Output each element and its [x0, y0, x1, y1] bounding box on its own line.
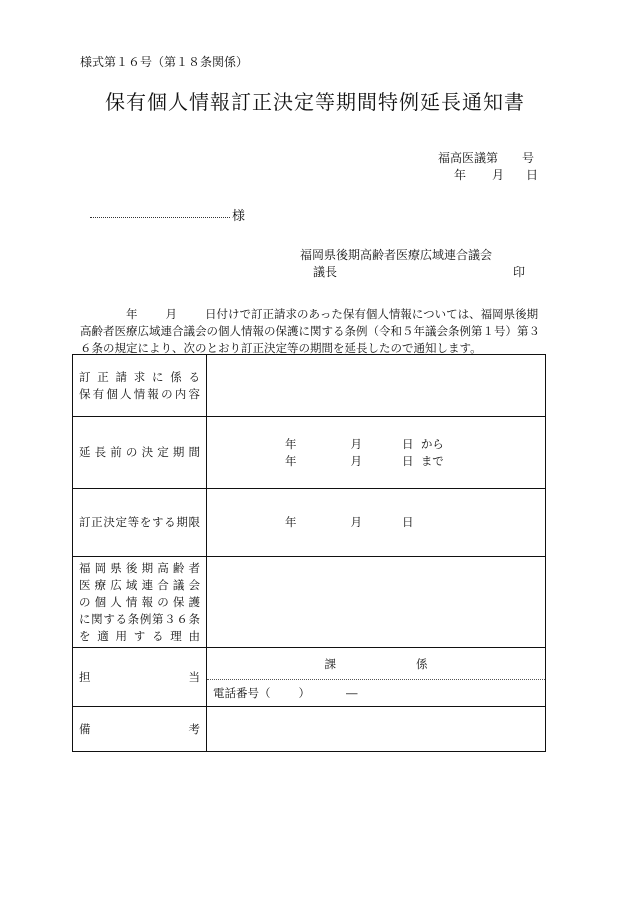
label-line: に関する条例第３６条: [79, 611, 200, 626]
period-to-line: [207, 453, 545, 470]
issue-date: [454, 166, 538, 183]
body-line-2: 高齢者医療広域連合議会の個人情報の保護に関する条例（令和５年議会条例第１号）第３: [80, 324, 540, 338]
label-line: 保有個人情報の内容: [79, 386, 200, 401]
table-row-deadline: [73, 489, 546, 557]
deadline-month-label: 月: [350, 515, 362, 529]
from-year-label: 年: [285, 436, 297, 451]
remarks-label-char-2: 考: [188, 721, 200, 736]
document-reference-number: [438, 149, 534, 166]
value-original-period: [207, 417, 546, 489]
contact-department: [207, 648, 545, 680]
table-row-reason: [73, 557, 546, 648]
document-title: 保有個人情報訂正決定等期間特例延長通知書: [105, 90, 525, 114]
label-line: を適用する理由: [79, 628, 200, 643]
body-line-1: [80, 306, 552, 323]
to-month-label: 月: [350, 453, 362, 468]
table-row-remarks: [73, 707, 546, 752]
table-row-contact: [73, 648, 546, 707]
label-line: 福岡県後期高齢者: [79, 560, 200, 575]
remarks-label-char-1: 備: [79, 721, 91, 736]
label-original-period: [73, 417, 207, 489]
table-row-info-content: [73, 355, 546, 417]
phone-dash: ―: [346, 686, 358, 700]
label-contact: [73, 648, 207, 707]
unit-label: 係: [416, 656, 428, 671]
from-day-label: 日: [402, 436, 414, 451]
deadline-day-label: 日: [402, 515, 414, 529]
section-label: 課: [324, 656, 336, 671]
label-info-content: [73, 355, 207, 417]
phone-label: 電話番号（: [213, 686, 271, 700]
issue-month-label: 月: [492, 168, 505, 182]
to-suffix: まで: [420, 453, 444, 468]
from-month-label: 月: [350, 436, 362, 451]
label-deadline: [73, 489, 207, 557]
body-month-label: 月: [165, 307, 177, 321]
body-year-label: 年: [126, 307, 138, 321]
notice-body: [80, 306, 552, 357]
to-year-label: 年: [285, 453, 297, 468]
body-line-3: ６条の規定により、次のとおり訂正決定等の期間を延長したので通知します。: [80, 341, 482, 355]
to-day-label: 日: [402, 453, 414, 468]
label-line: [73, 721, 206, 738]
value-info-content: [207, 355, 546, 417]
label-line: 医療広域連合議会: [79, 577, 200, 592]
recipient-name-line: [90, 217, 230, 218]
phone-close-paren: ）: [298, 686, 310, 700]
label-line: の個人情報の保護: [79, 594, 200, 609]
value-deadline: [207, 489, 546, 557]
from-suffix: から: [420, 436, 444, 451]
label-reason: [73, 557, 207, 648]
issue-day-label: 日: [526, 168, 539, 182]
period-from-line: [207, 436, 545, 453]
label-line: 延長前の決定期間: [79, 445, 200, 459]
deadline-year-label: 年: [285, 515, 297, 529]
deadline-date: [207, 514, 545, 531]
label-remarks: [73, 707, 207, 752]
body-line-1-text: 日付けで訂正請求のあった保有個人情報については、福岡県後期: [205, 307, 539, 321]
sender-title: 議長: [313, 265, 338, 279]
label-line: [73, 669, 206, 686]
contact-label-char-2: 当: [188, 669, 200, 684]
label-line: 訂正請求に係る: [79, 369, 200, 384]
notice-details-table: [72, 354, 546, 752]
contact-phone: [207, 680, 545, 706]
form-number: 様式第１６号（第１８条関係）: [80, 55, 249, 69]
table-row-original-period: [73, 417, 546, 489]
value-reason: [207, 557, 546, 648]
seal-mark: 印: [513, 265, 526, 279]
value-contact: [207, 648, 546, 707]
contact-label-char-1: 担: [79, 669, 91, 684]
doc-number-prefix: 福高医議第: [438, 151, 499, 165]
recipient-honorific: 様: [232, 209, 246, 224]
doc-number-suffix: 号: [522, 151, 535, 165]
issue-year-label: 年: [454, 168, 467, 182]
sender-organization: 福岡県後期高齢者医療広域連合議会: [300, 248, 493, 262]
label-line: 訂正決定等をする期限: [79, 515, 200, 529]
value-remarks: [207, 707, 546, 752]
